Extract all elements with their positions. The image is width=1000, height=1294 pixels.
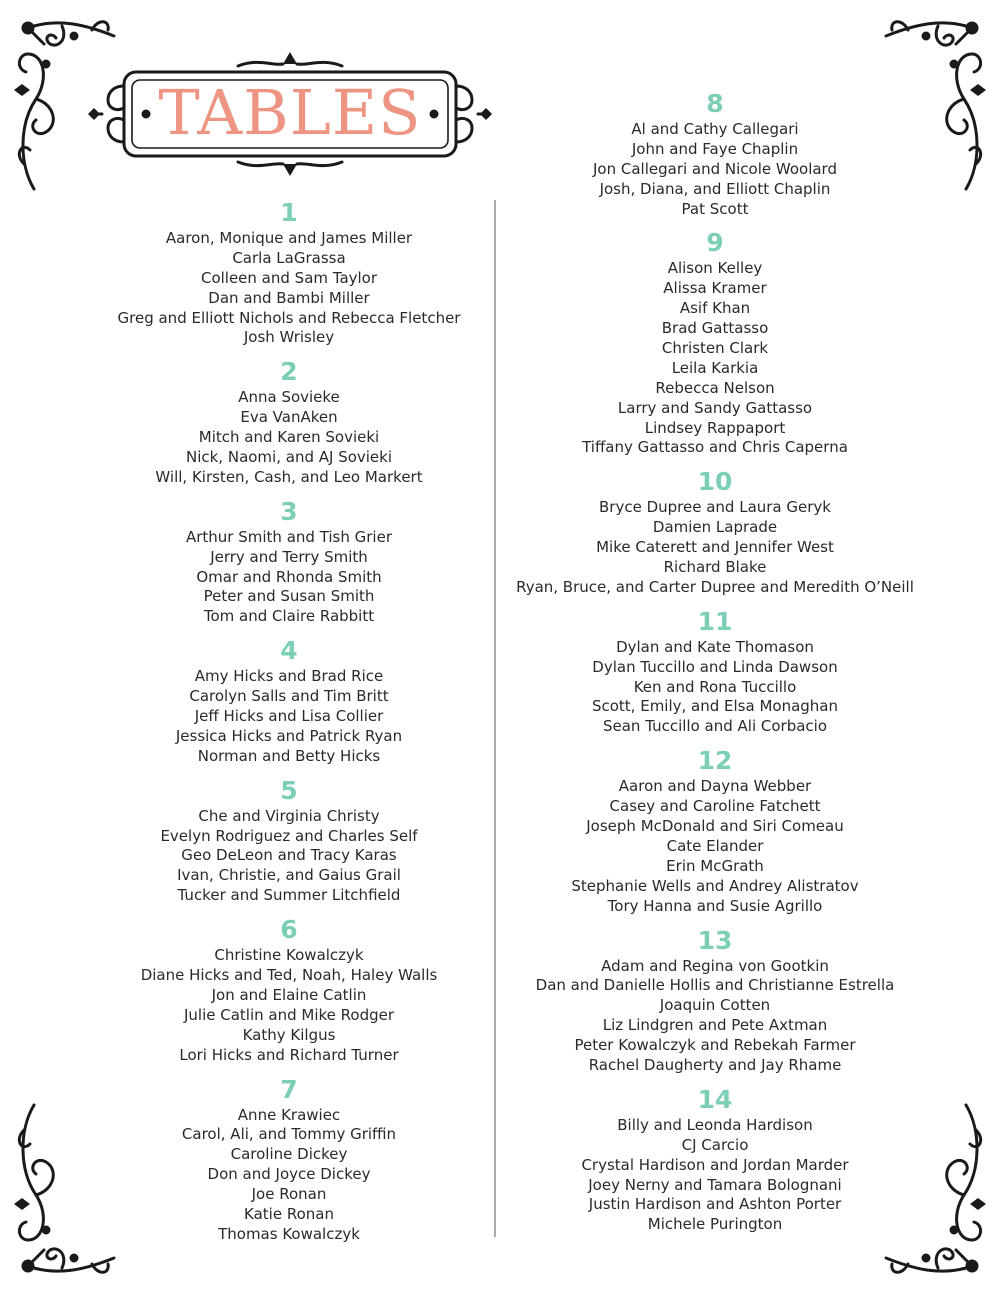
guest-name: Aaron and Dayna Webber [618, 777, 812, 796]
guest-name: Colleen and Sam Taylor [200, 268, 378, 287]
guest-name: Joe Ronan [251, 1185, 327, 1204]
guest-name: Jon and Elaine Catlin [211, 985, 367, 1004]
table-number: 2 [280, 357, 298, 387]
guest-name: Erin McGrath [666, 856, 764, 875]
guest-name: Josh, Diana, and Elliott Chaplin [599, 179, 831, 198]
guest-name: Tom and Claire Rabbitt [203, 607, 375, 626]
table-block [80, 196, 498, 348]
guest-name: Christen Clark [661, 339, 769, 358]
guest-name: Richard Blake [663, 558, 767, 577]
page-title: TABLES [158, 76, 422, 149]
table-block [80, 355, 498, 487]
guest-name: Ken and Rona Tuccillo [633, 677, 797, 696]
table-number: 10 [697, 467, 733, 497]
table-block [505, 226, 925, 458]
guest-name: Amy Hicks and Brad Rice [194, 667, 384, 686]
guest-name: Carol, Ali, and Tommy Griffin [181, 1125, 397, 1144]
guest-name: Diane Hicks and Ted, Noah, Haley Walls [140, 966, 438, 985]
table-block [80, 774, 498, 906]
guest-name: Stephanie Wells and Andrey Alistratov [571, 876, 859, 895]
guest-name: Greg and Elliott Nichols and Rebecca Fletcher [117, 308, 461, 327]
guest-name: Geo DeLeon and Tracy Karas [181, 846, 397, 865]
guest-name: Leila Karkia [671, 358, 759, 377]
table-number: 11 [697, 606, 733, 636]
guest-name: Mitch and Karen Sovieki [198, 428, 380, 447]
table-number: 4 [280, 636, 298, 666]
guest-name: Carla LaGrassa [232, 248, 346, 267]
guest-name: Eva VanAken [240, 408, 338, 427]
guest-name: Will, Kirsten, Cash, and Leo Markert [155, 467, 423, 486]
guest-name: Jeff Hicks and Lisa Collier [194, 707, 384, 726]
table-number: 12 [697, 746, 733, 776]
guest-name: Anne Krawiec [237, 1105, 341, 1124]
guest-name: Crystal Hardison and Jordan Marder [581, 1155, 849, 1174]
guest-name: Don and Joyce Dickey [207, 1165, 371, 1184]
guest-name: Aaron, Monique and James Miller [165, 229, 413, 247]
table-block [80, 495, 498, 627]
guest-name: Kathy Kilgus [242, 1025, 336, 1044]
table-number: 8 [706, 89, 724, 118]
guest-name: Michele Purington [647, 1215, 783, 1234]
left-column [80, 196, 498, 1252]
guest-name: CJ Carcio [681, 1135, 749, 1154]
guest-name: Cate Elander [666, 836, 764, 855]
guest-name: Che and Virginia Christy [198, 806, 380, 825]
table-block [505, 465, 925, 597]
guest-name: Liz Lindgren and Pete Axtman [602, 1016, 828, 1035]
guest-name: Omar and Rhonda Smith [196, 567, 382, 586]
guest-name: Evelyn Rodriguez and Charles Self [160, 826, 418, 845]
guest-name: Arthur Smith and Tish Grier [185, 527, 392, 546]
guest-name: Peter Kowalczyk and Rebekah Farmer [574, 1036, 856, 1055]
guest-name: Damien Laprade [652, 518, 778, 537]
guest-name: Katie Ronan [244, 1204, 334, 1223]
guest-name: Norman and Betty Hicks [197, 746, 381, 765]
guest-name: Carolyn Salls and Tim Britt [189, 687, 389, 706]
guest-name: Alison Kelley [667, 259, 763, 278]
guest-name: Joaquin Cotten [659, 996, 771, 1015]
table-block [505, 1083, 925, 1235]
table-number: 5 [280, 775, 298, 805]
guest-name: Rachel Daugherty and Jay Rhame [588, 1055, 842, 1074]
guest-name: Nick, Naomi, and AJ Sovieki [185, 448, 393, 467]
guest-name: Bryce Dupree and Laura Geryk [599, 498, 831, 517]
guest-name: Dylan Tuccillo and Linda Dawson [592, 657, 838, 676]
guest-name: Billy and Leonda Hardison [617, 1115, 813, 1134]
table-block [505, 744, 925, 916]
table-number: 13 [697, 925, 733, 955]
table-block [80, 913, 498, 1065]
guest-name: Sean Tuccillo and Ali Corbacio [602, 717, 828, 736]
guest-name: Anna Sovieke [238, 388, 340, 407]
table-block [505, 924, 925, 1076]
table-block [80, 1073, 498, 1245]
guest-name: Ryan, Bruce, and Carter Dupree and Meredith O’Neill [516, 577, 914, 596]
guest-name: Thomas Kowalczyk [218, 1224, 360, 1243]
guest-name: Julie Catlin and Mike Rodger [183, 1005, 395, 1024]
table-number: 14 [697, 1084, 733, 1114]
guest-name: Caroline Dickey [230, 1145, 348, 1164]
guest-name: Scott, Emily, and Elsa Monaghan [591, 697, 839, 716]
title-banner [88, 46, 492, 182]
guest-name: Lori Hicks and Richard Turner [179, 1045, 399, 1064]
guest-name: Larry and Sandy Gattasso [617, 398, 813, 417]
table-number: 7 [280, 1074, 298, 1104]
guest-name: Peter and Susan Smith [203, 587, 375, 606]
table-block [505, 87, 925, 219]
guest-name: Brad Gattasso [661, 319, 769, 338]
guest-name: Jon Callegari and Nicole Woolard [593, 159, 837, 178]
guest-name: Tucker and Summer Litchfield [177, 886, 401, 905]
right-column [505, 87, 925, 1242]
guest-name: Alissa Kramer [663, 279, 767, 298]
guest-name: Tory Hanna and Susie Agrillo [607, 896, 823, 915]
guest-name: Christine Kowalczyk [214, 946, 364, 965]
table-number: 1 [280, 198, 298, 227]
guest-name: Ivan, Christie, and Gaius Grail [177, 866, 401, 885]
guest-name: Dylan and Kate Thomason [616, 637, 814, 656]
guest-name: Asif Khan [679, 299, 751, 318]
guest-name: Dan and Danielle Hollis and Christianne Estrella [535, 976, 895, 995]
guest-name: Adam and Regina von Gootkin [601, 956, 829, 975]
guest-name: Jerry and Terry Smith [210, 547, 368, 566]
guest-name: Mike Caterett and Jennifer West [596, 538, 834, 557]
guest-name: Tiffany Gattasso and Chris Caperna [582, 438, 848, 457]
table-block [505, 605, 925, 737]
table-number: 6 [280, 915, 298, 945]
table-number: 9 [706, 228, 724, 258]
guest-name: Joseph McDonald and Siri Comeau [586, 817, 844, 836]
guest-name: Dan and Bambi Miller [208, 288, 370, 307]
guest-name: Josh Wrisley [243, 328, 335, 347]
guest-name: Joey Nerny and Tamara Bolognani [588, 1175, 842, 1194]
guest-name: Jessica Hicks and Patrick Ryan [175, 726, 403, 745]
table-block [80, 634, 498, 766]
guest-name: John and Faye Chaplin [631, 139, 799, 158]
guest-name: Pat Scott [681, 199, 749, 218]
guest-name: Lindsey Rappaport [644, 418, 786, 437]
table-number: 3 [280, 496, 298, 526]
guest-name: Rebecca Nelson [655, 378, 775, 397]
guest-name: Casey and Caroline Fatchett [609, 797, 821, 816]
guest-name: Al and Cathy Callegari [631, 120, 799, 138]
guest-name: Justin Hardison and Ashton Porter [588, 1195, 842, 1214]
